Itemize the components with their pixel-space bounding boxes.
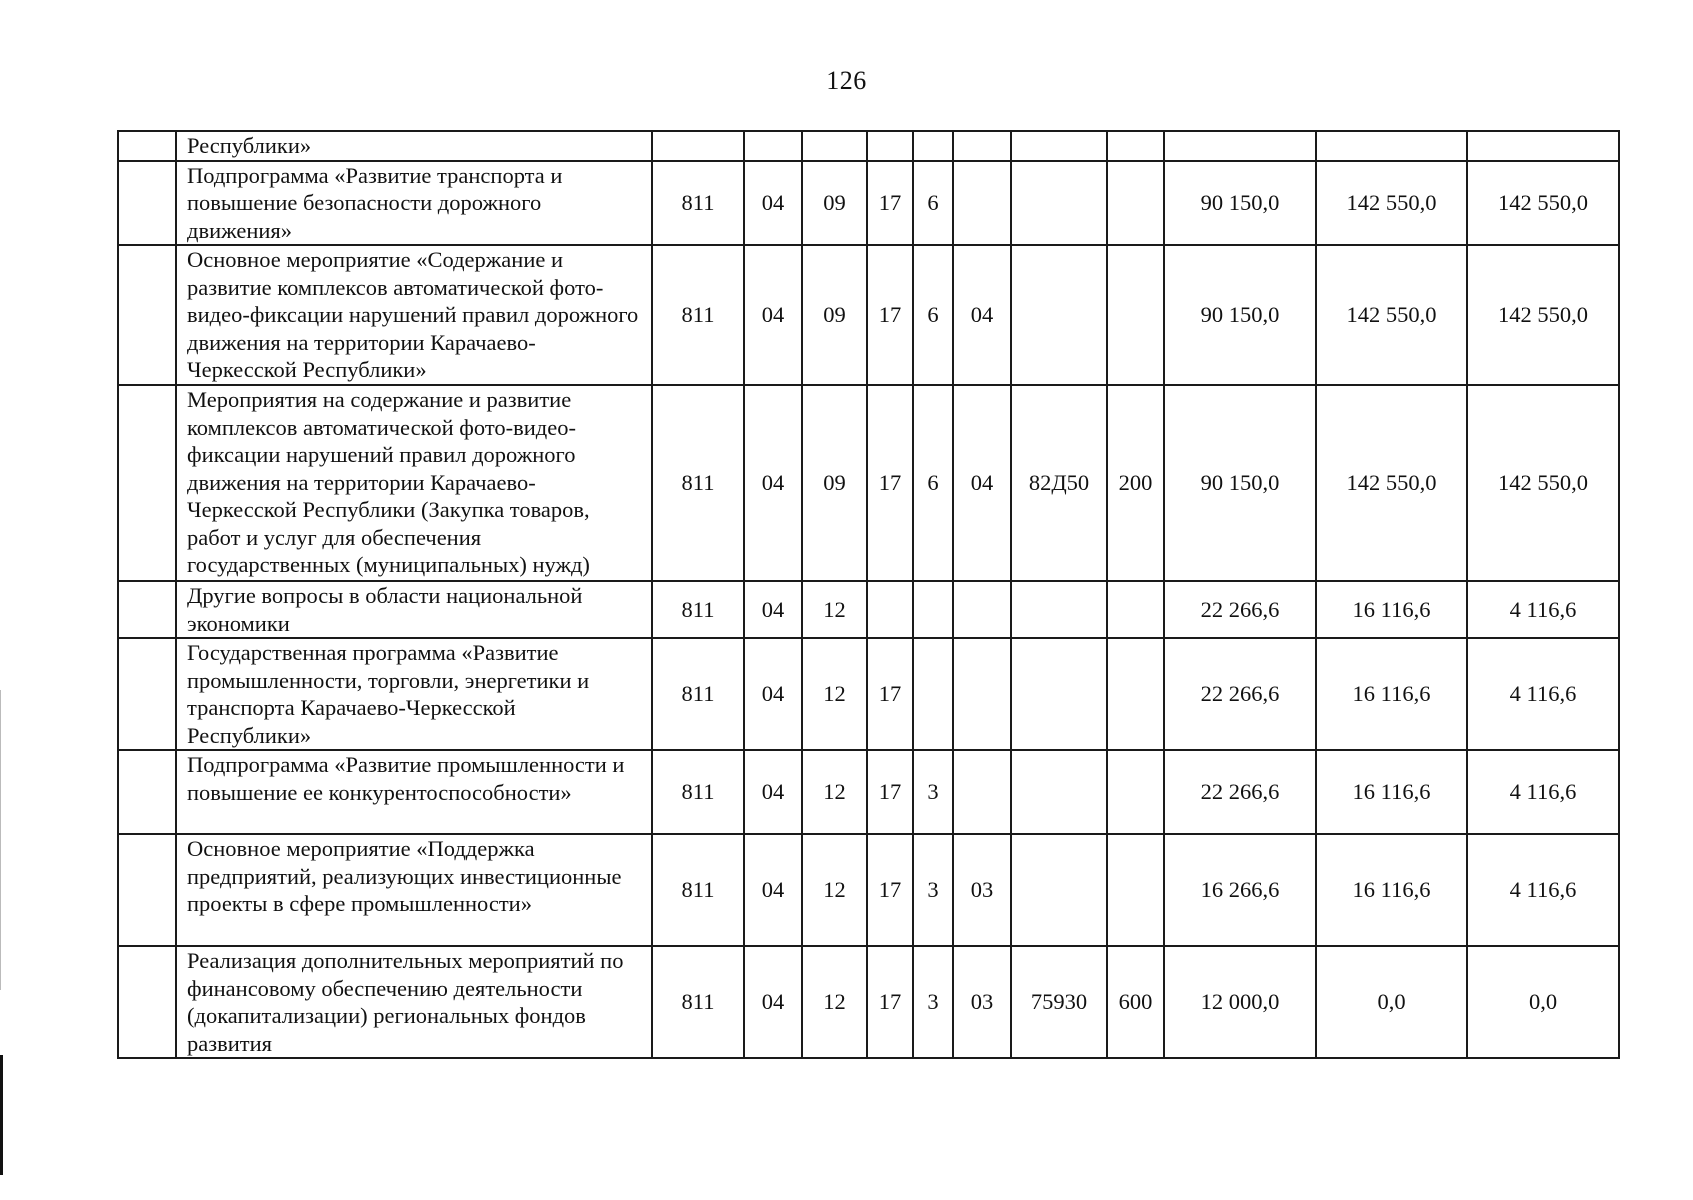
item-name-cell: Основное мероприятие «Содержание и развитие комплексов автоматической фото-видео-фиксации нарушений правил дорожного движения на территории Карачаево-Черкесской Республики» xyxy=(176,245,652,385)
table-row xyxy=(118,638,1619,750)
vr-code-cell xyxy=(1107,750,1164,834)
amount-year2-cell: 142 550,0 xyxy=(1316,385,1467,581)
cs-subprogram-cell: 6 xyxy=(913,385,953,581)
cs-subprogram-cell: 6 xyxy=(913,245,953,385)
scan-edge-shadow xyxy=(0,690,1,990)
cs-subprogram-cell xyxy=(913,581,953,638)
amount-year2-cell: 142 550,0 xyxy=(1316,245,1467,385)
amount-year3-cell: 4 116,6 xyxy=(1467,750,1619,834)
amount-year3-cell: 142 550,0 xyxy=(1467,161,1619,246)
amount-year1-cell: 90 150,0 xyxy=(1164,385,1316,581)
table-row xyxy=(118,245,1619,385)
gr-code-cell: 811 xyxy=(652,161,744,246)
row-number-cell xyxy=(118,750,176,834)
rz-code-cell: 04 xyxy=(744,750,802,834)
cs-event-cell xyxy=(953,131,1011,161)
rz-code-cell: 04 xyxy=(744,638,802,750)
row-number-cell xyxy=(118,834,176,946)
cs-program-cell: 17 xyxy=(867,638,913,750)
cs-event-cell: 04 xyxy=(953,385,1011,581)
cs-program-cell: 17 xyxy=(867,245,913,385)
item-name-cell: Подпрограмма «Развитие промышленности и повышение ее конкурентоспособности» xyxy=(176,750,652,834)
pr-code-cell: 12 xyxy=(802,638,867,750)
cs-direction-cell xyxy=(1011,750,1107,834)
cs-program-cell: 17 xyxy=(867,750,913,834)
rz-code-cell: 04 xyxy=(744,946,802,1058)
vr-code-cell: 600 xyxy=(1107,946,1164,1058)
amount-year3-cell: 4 116,6 xyxy=(1467,834,1619,946)
amount-year2-cell: 16 116,6 xyxy=(1316,834,1467,946)
cs-direction-cell xyxy=(1011,581,1107,638)
cs-direction-cell xyxy=(1011,161,1107,246)
cs-subprogram-cell xyxy=(913,638,953,750)
cs-program-cell xyxy=(867,131,913,161)
vr-code-cell xyxy=(1107,638,1164,750)
gr-code-cell: 811 xyxy=(652,946,744,1058)
pr-code-cell: 12 xyxy=(802,946,867,1058)
budget-table xyxy=(117,130,1620,1059)
gr-code-cell: 811 xyxy=(652,750,744,834)
item-name-cell: Мероприятия на содержание и развитие комплексов автоматической фото-видео-фиксации нарушений правил дорожного движения на территории Карачаево-Черкесской Республики (Закупка товаров, работ и услуг для обеспечения государственных (муниципальных) нужд) xyxy=(176,385,652,581)
rz-code-cell: 04 xyxy=(744,385,802,581)
item-name-cell: Реализация дополнительных мероприятий по финансовому обеспечению деятельности (докапитализации) региональных фондов развития xyxy=(176,946,652,1058)
amount-year1-cell: 22 266,6 xyxy=(1164,750,1316,834)
cs-subprogram-cell: 3 xyxy=(913,946,953,1058)
table-row xyxy=(118,581,1619,638)
pr-code-cell xyxy=(802,131,867,161)
cs-direction-cell xyxy=(1011,131,1107,161)
amount-year3-cell: 0,0 xyxy=(1467,946,1619,1058)
pr-code-cell: 12 xyxy=(802,750,867,834)
amount-year1-cell xyxy=(1164,131,1316,161)
cs-program-cell: 17 xyxy=(867,946,913,1058)
cs-event-cell xyxy=(953,750,1011,834)
amount-year2-cell: 0,0 xyxy=(1316,946,1467,1058)
row-number-cell xyxy=(118,161,176,246)
vr-code-cell xyxy=(1107,131,1164,161)
pr-code-cell: 09 xyxy=(802,245,867,385)
cs-event-cell: 03 xyxy=(953,946,1011,1058)
table-row xyxy=(118,131,1619,161)
cs-event-cell xyxy=(953,161,1011,246)
amount-year1-cell: 22 266,6 xyxy=(1164,638,1316,750)
cs-program-cell: 17 xyxy=(867,834,913,946)
gr-code-cell: 811 xyxy=(652,834,744,946)
table-row xyxy=(118,385,1619,581)
gr-code-cell: 811 xyxy=(652,581,744,638)
row-number-cell xyxy=(118,245,176,385)
cs-program-cell: 17 xyxy=(867,161,913,246)
item-name-cell: Республики» xyxy=(176,131,652,161)
pr-code-cell: 09 xyxy=(802,161,867,246)
row-number-cell xyxy=(118,581,176,638)
item-name-cell: Другие вопросы в области национальной экономики xyxy=(176,581,652,638)
cs-event-cell xyxy=(953,638,1011,750)
amount-year1-cell: 16 266,6 xyxy=(1164,834,1316,946)
amount-year3-cell: 4 116,6 xyxy=(1467,581,1619,638)
rz-code-cell: 04 xyxy=(744,161,802,246)
amount-year2-cell: 16 116,6 xyxy=(1316,581,1467,638)
item-name-cell: Государственная программа «Развитие промышленности, торговли, энергетики и транспорта Карачаево-Черкесской Республики» xyxy=(176,638,652,750)
table-row xyxy=(118,946,1619,1058)
row-number-cell xyxy=(118,131,176,161)
row-number-cell xyxy=(118,385,176,581)
amount-year3-cell xyxy=(1467,131,1619,161)
cs-subprogram-cell: 3 xyxy=(913,834,953,946)
cs-event-cell xyxy=(953,581,1011,638)
amount-year3-cell: 142 550,0 xyxy=(1467,245,1619,385)
item-name-cell: Основное мероприятие «Поддержка предприятий, реализующих инвестиционные проекты в сфере промышленности» xyxy=(176,834,652,946)
cs-event-cell: 04 xyxy=(953,245,1011,385)
amount-year1-cell: 90 150,0 xyxy=(1164,161,1316,246)
gr-code-cell: 811 xyxy=(652,638,744,750)
amount-year1-cell: 22 266,6 xyxy=(1164,581,1316,638)
cs-subprogram-cell: 6 xyxy=(913,161,953,246)
vr-code-cell: 200 xyxy=(1107,385,1164,581)
vr-code-cell xyxy=(1107,834,1164,946)
table-body xyxy=(118,131,1619,1058)
cs-subprogram-cell xyxy=(913,131,953,161)
vr-code-cell xyxy=(1107,245,1164,385)
cs-direction-cell xyxy=(1011,245,1107,385)
rz-code-cell: 04 xyxy=(744,581,802,638)
cs-subprogram-cell: 3 xyxy=(913,750,953,834)
amount-year1-cell: 90 150,0 xyxy=(1164,245,1316,385)
vr-code-cell xyxy=(1107,161,1164,246)
gr-code-cell: 811 xyxy=(652,385,744,581)
pr-code-cell: 12 xyxy=(802,581,867,638)
scan-edge-mark xyxy=(0,1055,3,1175)
table-row xyxy=(118,161,1619,246)
rz-code-cell: 04 xyxy=(744,245,802,385)
amount-year3-cell: 4 116,6 xyxy=(1467,638,1619,750)
cs-event-cell: 03 xyxy=(953,834,1011,946)
page-number: 126 xyxy=(826,66,867,95)
pr-code-cell: 09 xyxy=(802,385,867,581)
cs-direction-cell xyxy=(1011,834,1107,946)
cs-direction-cell: 82Д50 xyxy=(1011,385,1107,581)
amount-year2-cell: 16 116,6 xyxy=(1316,750,1467,834)
amount-year2-cell: 16 116,6 xyxy=(1316,638,1467,750)
table-row xyxy=(118,750,1619,834)
cs-program-cell: 17 xyxy=(867,385,913,581)
amount-year2-cell: 142 550,0 xyxy=(1316,161,1467,246)
item-name-cell: Подпрограмма «Развитие транспорта и повышение безопасности дорожного движения» xyxy=(176,161,652,246)
amount-year3-cell: 142 550,0 xyxy=(1467,385,1619,581)
gr-code-cell: 811 xyxy=(652,245,744,385)
amount-year1-cell: 12 000,0 xyxy=(1164,946,1316,1058)
rz-code-cell xyxy=(744,131,802,161)
cs-program-cell xyxy=(867,581,913,638)
vr-code-cell xyxy=(1107,581,1164,638)
cs-direction-cell: 75930 xyxy=(1011,946,1107,1058)
row-number-cell xyxy=(118,946,176,1058)
row-number-cell xyxy=(118,638,176,750)
amount-year2-cell xyxy=(1316,131,1467,161)
cs-direction-cell xyxy=(1011,638,1107,750)
gr-code-cell xyxy=(652,131,744,161)
table-row xyxy=(118,834,1619,946)
rz-code-cell: 04 xyxy=(744,834,802,946)
pr-code-cell: 12 xyxy=(802,834,867,946)
